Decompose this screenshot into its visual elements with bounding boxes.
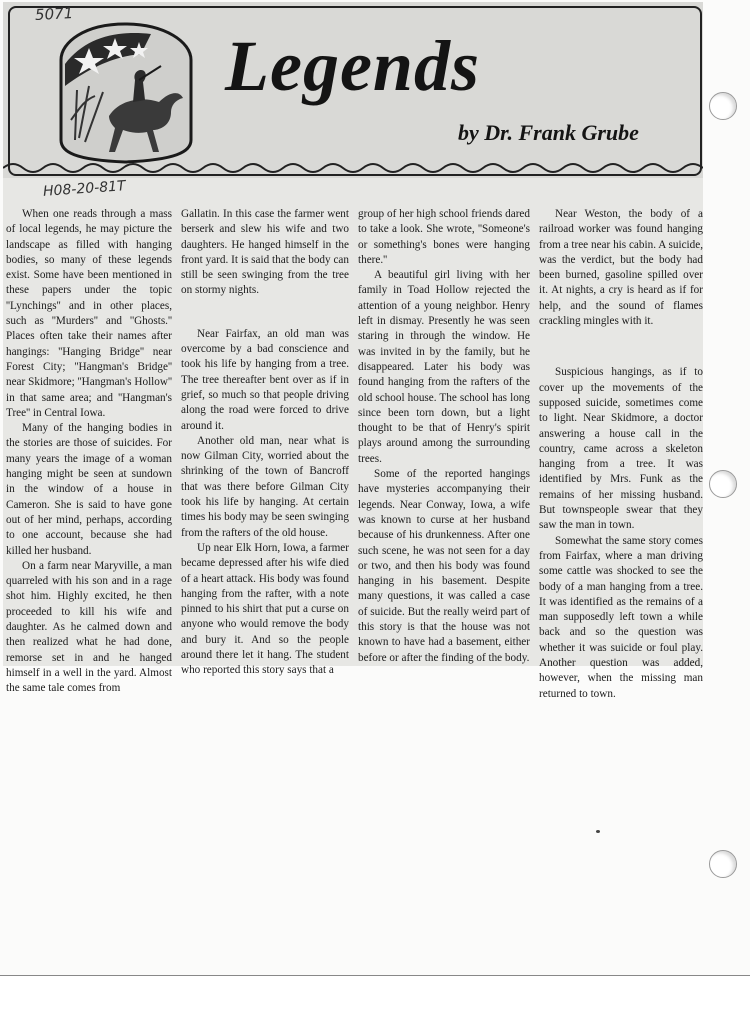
paragraph: Near Fairfax, an old man was overcome by a bad conscience and took his life by hanging from a tree. The tree thereafter bent over as if in grief, so much so that people driving along the road were forced to drive around it. — [181, 327, 349, 432]
newspaper-clipping — [3, 2, 703, 700]
paragraph: Somewhat the same story comes from Fairfax, where a man driving some cattle was shocked to see the body of a man hanging from a tree. It was identified as the remains of a man supposedly left town a while back and so the question was whether it was suicide or foul play. Another question was added, however, when the missing man returned to town. — [539, 534, 703, 700]
paragraph: When one reads through a mass of local legends, he may picture the landscape as filled with hanging bodies, so many of these legends exist. Some have been mentioned in these papers under the topic ''Lynchings'' and in other places, such as ''Murders'' and ''Ghosts.'' Places often take their names after hangings: ''Hanging Bridge'' near Forest City; ''Hangman's Bridge'' near Skidmore; ''Hangman's Hollow'' in that same area; and ''Hangman's Tree'' in Central Iowa. — [6, 208, 172, 419]
paragraph: A beautiful girl living with her family in Toad Hollow rejected the attention of a young neighbor. Henry left in dismay. Presently he was seen staring in through the window. He was invited in by the family, but he disappeared. Later his body was found hanging from the rafters of the old school house. The school has long since been torn down, but a light thought to be that of Henry's spirit plays around among the surrounding trees. — [358, 269, 530, 465]
paragraph: Suspicious hangings, as if to cover up the movements of the supposed suicide, sometimes come to light. Near Skidmore, a doctor answering a house call in the country, came across a skeleton hanging from a tree. It was identified by Mrs. Funk as the remains of her missing husband. But townspeople swear that they saw the man in town. — [539, 366, 703, 532]
paragraph: Up near Elk Horn, Iowa, a farmer became depressed after his wife died of a heart attack. His body was found hanging from the rafter, with a note pinned to his shirt that put a curse on anyone who would remove the body and bury it. And so the people around there let it hang. The student who reported this story says that a — [181, 541, 349, 677]
paragraph: Many of the hanging bodies in the stories are those of suicides. For many years the image of a woman hanging might be seen at sundown in the window of a house in Cameron. She is said to have gone out of her mind, perhaps, according to one account, because she had killed her husband. — [6, 422, 172, 557]
handwritten-number: 5071 — [34, 4, 74, 24]
paragraph: group of her high school friends dared to take a look. She wrote, ''Someone's or something's bones were hanging there.'' — [358, 208, 530, 266]
article-header — [3, 2, 703, 178]
article-byline: by Dr. Frank Grube — [458, 120, 639, 145]
wavy-border-ornament — [3, 160, 703, 176]
paper-speck — [596, 830, 600, 833]
punch-hole — [709, 850, 737, 878]
article-column-1 — [6, 207, 172, 697]
punch-hole — [709, 470, 737, 498]
punch-hole — [709, 92, 737, 120]
article-column-4 — [539, 207, 703, 702]
horse-rider-emblem-icon — [55, 20, 197, 166]
column-gap — [181, 299, 349, 327]
paragraph: Some of the reported hangings have mysteries accompanying their legends. Near Conway, Iowa, a wife was known to curse at her husband because of his drunkenness. After one such scene, he was not seen for a day or two, and then his body was found hanging in his basement. Despite many questions, it was called a case of suicide. But the really weird part of this story is that the house was not known to have had a basement, either before or after the finding of the body. — [358, 468, 530, 664]
column-gap — [539, 329, 703, 365]
handwritten-date-code: H08-20-81T — [42, 178, 127, 200]
article-column-3 — [358, 207, 530, 666]
paragraph: On a farm near Maryville, a man quarreled with his son and in a rage shot him. Highly excited, he then proceeded to kill his wife and daughter. As he calmed down and then realized what he had done, remorse set in and he hanged himself in a well in the yard. Almost the same tale comes from — [6, 559, 172, 695]
paragraph: Near Weston, the body of a railroad worker was found hanging from a tree near his cabin. A suicide, was the verdict, but the body had been burned, gasoline spilled over it. At nights, a cry is heard as if for help, and the sound of flames crackling mingles with it. — [539, 208, 703, 328]
paragraph: Another old man, near what is now Gilman City, worried about the shrinking of the town of Bancroff that was there before Gilman City took his life by hanging. At certain times his body may be seen swinging from the rafters of the old house. — [181, 434, 349, 539]
article-title: Legends — [225, 26, 480, 106]
article-column-2 — [181, 207, 349, 679]
paragraph: Gallatin. In this case the farmer went berserk and slew his wife and two daughters. He hanged himself in the front yard. It is said that the body can still be seen swinging from the tree on stormy nights. — [181, 208, 349, 297]
